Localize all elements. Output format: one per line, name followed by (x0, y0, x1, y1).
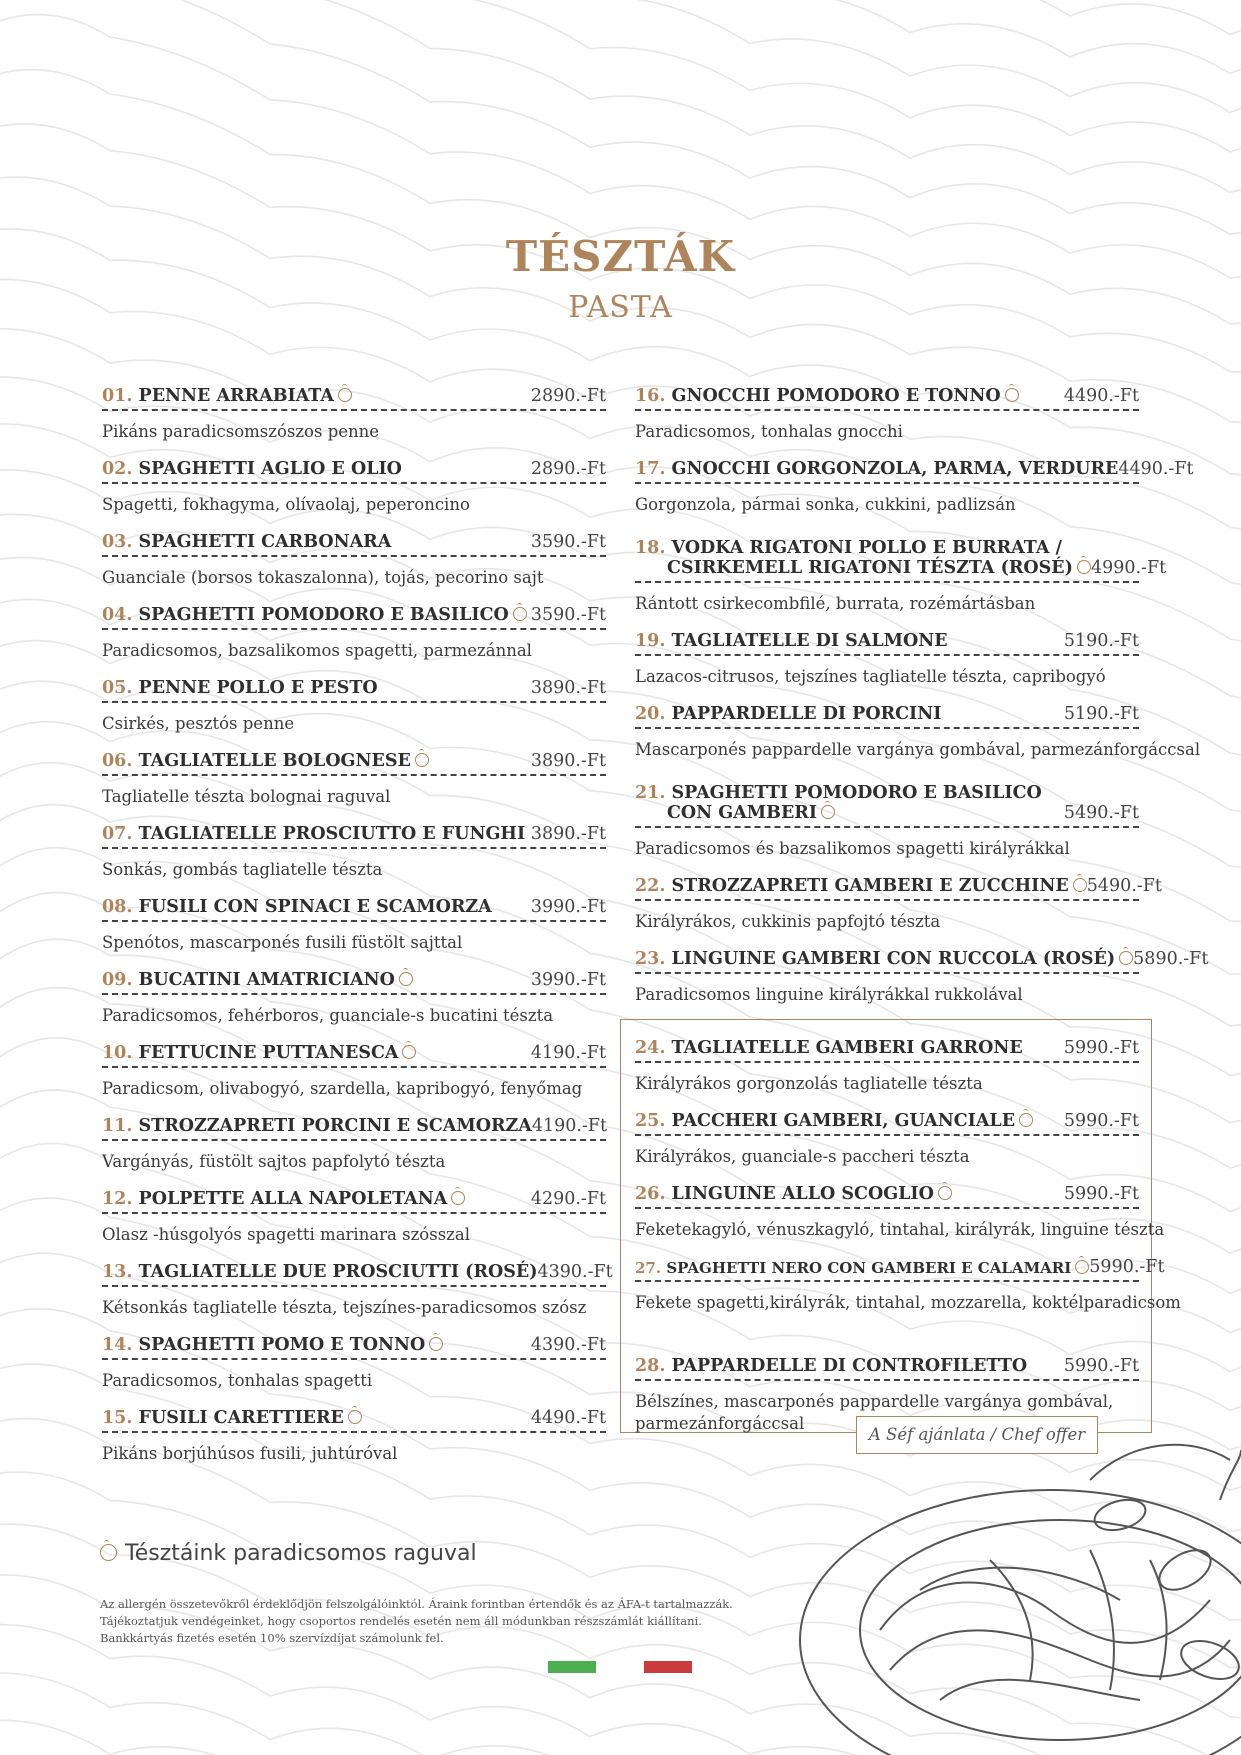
chef-offer-label: A Séf ajánlata / Chef offer (856, 1416, 1098, 1454)
menu-item-header (102, 530, 606, 557)
menu-item-number: 28. (635, 1356, 666, 1376)
menu-item-name (635, 1184, 952, 1204)
menu-item-header (102, 895, 606, 922)
menu-column-chef (635, 1036, 1181, 1433)
menu-item-name (102, 970, 413, 990)
menu-item-title: GNOCCHI POMODORO E TONNO (671, 386, 1001, 406)
menu-item-description-line: Paradicsomos, tonhalas gnocchi (635, 422, 903, 441)
menu-item-description-line: Paradicsomos, bazsalikomos spagetti, parmezánnal (102, 641, 532, 660)
menu-item-price: 5990.-Ft (1089, 1257, 1165, 1277)
menu-item-description (102, 640, 606, 662)
menu-item-header (635, 1328, 1139, 1381)
menu-item-description-line: Királyrákos, guanciale-s paccheri tészta (635, 1147, 970, 1166)
menu-item-description (102, 1370, 606, 1392)
menu-item-header (635, 629, 1139, 656)
legend (100, 1541, 477, 1566)
menu-item-name (635, 876, 1087, 896)
menu-item-price: 3990.-Ft (530, 897, 606, 917)
menu-item-number: 17. (635, 459, 666, 479)
menu-item (635, 702, 1201, 775)
menu-item-header (635, 702, 1139, 729)
menu-item-price: 3890.-Ft (530, 678, 606, 698)
menu-item-price: 4390.-Ft (537, 1262, 613, 1282)
menu-item (102, 1260, 613, 1333)
menu-item-description (102, 1151, 606, 1173)
menu-item-description-line: Feketekagyló, vénuszkagyló, tintahal, királyrák, linguine tészta (635, 1220, 1165, 1239)
menu-item-description (635, 739, 1201, 761)
page-subtitle: PASTA (568, 290, 673, 325)
menu-item-number: 12. (102, 1189, 133, 1209)
menu-column-left (102, 384, 613, 1479)
menu-item-header (635, 775, 1139, 828)
menu-item (102, 822, 606, 895)
menu-item (102, 1406, 606, 1479)
tomato-icon (513, 607, 527, 621)
tomato-icon (429, 1337, 443, 1351)
menu-item (102, 1187, 606, 1260)
tomato-icon (399, 972, 413, 986)
menu-item-name (102, 897, 492, 917)
menu-item-name (102, 678, 378, 698)
tomato-icon (1077, 560, 1091, 574)
menu-column-right (635, 384, 1209, 1020)
menu-item-name (635, 1038, 1023, 1058)
menu-item (102, 749, 606, 822)
footnote (100, 1596, 733, 1647)
menu-item-title-line2-text: CSIRKEMELL RIGATONI TÉSZTA (ROSÉ) (667, 558, 1073, 578)
menu-item-number: 18. (635, 538, 666, 558)
menu-item-description (635, 1073, 1139, 1095)
menu-item-price: 5990.-Ft (1063, 1111, 1139, 1131)
menu-item-title-line2 (635, 803, 1042, 823)
menu-item-name (102, 386, 352, 406)
menu-item-name (635, 631, 948, 651)
menu-item-header (102, 676, 606, 703)
menu-item-description-line: parmezánforgáccsal (635, 1414, 805, 1433)
menu-item-price: 5990.-Ft (1063, 1184, 1139, 1204)
menu-item-price: 3590.-Ft (530, 605, 606, 625)
menu-item-title: PENNE ARRABIATA (138, 386, 334, 406)
menu-item-number: 01. (102, 386, 133, 406)
footnote-line: Az allergén összetevőkről érdeklődjön felszolgálóinktól. Áraink forintban értendők és az ÁFA-t tartalmazzák. (100, 1597, 733, 1611)
menu-item-description (102, 567, 606, 589)
menu-item-name (102, 751, 429, 771)
menu-item-number: 19. (635, 631, 666, 651)
menu-item-description (635, 1292, 1181, 1314)
menu-item-header (102, 603, 606, 630)
menu-item-price: 4390.-Ft (530, 1335, 606, 1355)
menu-item-title: SPAGHETTI POMODORO E BASILICO (671, 783, 1042, 803)
tomato-icon (821, 805, 835, 819)
menu-item (635, 384, 1139, 457)
menu-item-description (635, 911, 1139, 933)
menu-item-description-line: Rántott csirkecombfilé, burrata, rozémártásban (635, 594, 1036, 613)
menu-item-number: 13. (102, 1262, 133, 1282)
menu-item-price: 3890.-Ft (530, 824, 606, 844)
menu-item-header (102, 1114, 606, 1141)
menu-item-number: 07. (102, 824, 133, 844)
menu-item-description-line: Pikáns borjúhúsos fusili, juhtúróval (102, 1444, 398, 1463)
tomato-icon (1005, 388, 1019, 402)
flag-red-bar (644, 1661, 692, 1673)
menu-item-number: 03. (102, 532, 133, 552)
menu-item-number: 04. (102, 605, 133, 625)
menu-item-description (635, 984, 1139, 1006)
menu-item-description-line: Fekete spagetti,királyrák, tintahal, mozzarella, koktélparadicsom (635, 1293, 1181, 1312)
menu-item-price: 5190.-Ft (1063, 631, 1139, 651)
menu-item-price: 4290.-Ft (530, 1189, 606, 1209)
menu-item-price: 4490.-Ft (530, 1408, 606, 1428)
tomato-icon (100, 1544, 117, 1561)
menu-item-description (635, 421, 1139, 443)
tomato-icon (1075, 1260, 1089, 1274)
menu-item-title: STROZZAPRETI GAMBERI E ZUCCHINE (671, 876, 1069, 896)
tomato-icon (338, 388, 352, 402)
menu-item (102, 1114, 606, 1187)
menu-item (635, 629, 1139, 702)
menu-item-description (102, 1443, 606, 1465)
menu-item-name (102, 459, 402, 479)
menu-item-price: 2890.-Ft (530, 459, 606, 479)
tomato-icon (1119, 951, 1133, 965)
menu-item-description-line: Lazacos-citrusos, tejszínes tagliatelle tészta, capribogyó (635, 667, 1106, 686)
menu-item-number: 27. (635, 1259, 662, 1277)
footnote-line: Tájékoztatjuk vendégeinket, hogy csoportos rendelés esetén nem áll módunkban részszámlát kiállítani. (100, 1614, 702, 1628)
menu-item-price: 5990.-Ft (1063, 1038, 1139, 1058)
menu-item-price: 2890.-Ft (530, 386, 606, 406)
menu-item-header (102, 968, 606, 995)
tomato-icon (1073, 878, 1087, 892)
menu-item-description-line: Kétsonkás tagliatelle tészta, tejszínes-paradicsomos szósz (102, 1298, 587, 1317)
menu-item-number: 22. (635, 876, 666, 896)
menu-item (102, 676, 606, 749)
tomato-icon (415, 753, 429, 767)
menu-item-description-line: Gorgonzola, pármai sonka, cukkini, padlizsán (635, 495, 1016, 514)
menu-item-price: 4490.-Ft (1118, 459, 1194, 479)
menu-item-header (635, 1109, 1139, 1136)
menu-item-header (102, 384, 606, 411)
menu-item (102, 895, 606, 968)
menu-item-header (635, 1182, 1139, 1209)
menu-item-description (635, 838, 1139, 860)
menu-item-description-line: Guanciale (borsos tokaszalonna), tojás, pecorino sajt (102, 568, 544, 587)
menu-item-name (102, 1043, 416, 1063)
menu-item-description-line: Pikáns paradicsomszószos penne (102, 422, 380, 441)
menu-item-description-line: Spenótos, mascarponés fusili füstölt sajttal (102, 933, 463, 952)
background-wave-line (0, 0, 1241, 268)
menu-item-title: TAGLIATELLE DI SALMONE (671, 631, 948, 651)
menu-item (635, 1255, 1181, 1328)
menu-item (102, 384, 606, 457)
menu-item-description (102, 1224, 606, 1246)
menu-item-number: 15. (102, 1408, 133, 1428)
menu-item-description-line: Mascarponés pappardelle vargánya gombával, parmezánforgáccsal (635, 740, 1201, 759)
menu-item (102, 457, 606, 530)
menu-item-title: FUSILI CON SPINACI E SCAMORZA (138, 897, 492, 917)
menu-item-number: 05. (102, 678, 133, 698)
menu-item-title: TAGLIATELLE PROSCIUTTO E FUNGHI (138, 824, 526, 844)
menu-item-title: PAPPARDELLE DI CONTROFILETTO (671, 1356, 1028, 1376)
menu-item-description (635, 1219, 1165, 1241)
menu-item-header (635, 384, 1139, 411)
menu-item-number: 24. (635, 1038, 666, 1058)
menu-item-title: TAGLIATELLE DUE PROSCIUTTI (ROSÉ) (138, 1262, 538, 1282)
menu-item-title: PACCHERI GAMBERI, GUANCIALE (671, 1111, 1016, 1131)
menu-item-name (635, 949, 1133, 969)
menu-item-description-line: Paradicsomos linguine királyrákkal rukkolával (635, 985, 1023, 1004)
menu-item-name (102, 1262, 538, 1282)
menu-item (635, 1109, 1139, 1182)
menu-item-description-line: Paradicsomos, tonhalas spagetti (102, 1371, 373, 1390)
menu-item-title: SPAGHETTI POMO E TONNO (138, 1335, 426, 1355)
menu-item-title: FUSILI CARETTIERE (138, 1408, 344, 1428)
tomato-icon (938, 1186, 952, 1200)
menu-item-title: TAGLIATELLE GAMBERI GARRONE (671, 1038, 1023, 1058)
menu-item-name (635, 459, 1118, 479)
menu-item-number: 08. (102, 897, 133, 917)
menu-item-description-line: Sonkás, gombás tagliatelle tészta (102, 860, 383, 879)
menu-item-description-line: Olasz -húsgolyós spagetti marinara szósszal (102, 1225, 470, 1244)
flag-green-bar (548, 1661, 596, 1673)
menu-item-number: 16. (635, 386, 666, 406)
menu-item-header (635, 1036, 1139, 1063)
menu-item (635, 1328, 1139, 1433)
menu-item-name (102, 1335, 443, 1355)
menu-item-price: 3890.-Ft (530, 751, 606, 771)
menu-item-description (635, 1146, 1139, 1168)
footnote-line: Bankkártyás fizetés esetén 10% szervízdíjat számolunk fel. (100, 1631, 444, 1645)
menu-item-description-line: Királyrákos, cukkinis papfojtó tészta (635, 912, 941, 931)
menu-item-description (102, 786, 606, 808)
tomato-icon (402, 1045, 416, 1059)
menu-item-header (102, 1187, 606, 1214)
legend-text: Tésztáink paradicsomos raguval (125, 1541, 477, 1566)
menu-item (102, 530, 606, 603)
menu-item (635, 947, 1209, 1020)
menu-item-name (635, 704, 941, 724)
menu-item-price: 3590.-Ft (530, 532, 606, 552)
menu-item-name (635, 783, 1042, 823)
menu-item-description-line: Paradicsomos, fehérboros, guanciale-s bucatini tészta (102, 1006, 554, 1025)
pasta-plate-sketch (790, 1440, 1241, 1755)
menu-item-name (635, 1356, 1027, 1376)
menu-item-description-line: Spagetti, fokhagyma, olívaolaj, peperoncino (102, 495, 470, 514)
tomato-icon (1019, 1113, 1033, 1127)
menu-item (635, 530, 1167, 629)
menu-item-number: 14. (102, 1335, 133, 1355)
menu-item-price: 5490.-Ft (1086, 876, 1162, 896)
menu-item-number: 26. (635, 1184, 666, 1204)
menu-item-header (635, 874, 1162, 901)
menu-item-description (102, 859, 606, 881)
menu-item-name (102, 1408, 362, 1428)
menu-item-title: PENNE POLLO E PESTO (138, 678, 378, 698)
background-wave-line (0, 0, 1241, 51)
menu-item-description (635, 494, 1139, 516)
menu-item-description (102, 932, 606, 954)
menu-item-title: FETTUCINE PUTTANESCA (138, 1043, 399, 1063)
menu-item-title: TAGLIATELLE BOLOGNESE (138, 751, 411, 771)
menu-item (635, 457, 1194, 530)
menu-item-name (102, 1116, 532, 1136)
menu-item-title: VODKA RIGATONI POLLO E BURRATA / (671, 538, 1062, 558)
menu-item (635, 1036, 1139, 1109)
menu-item-description (635, 666, 1139, 688)
menu-item-description-line: Bélszínes, mascarponés pappardelle vargánya gombával, (635, 1392, 1114, 1411)
menu-item-number: 02. (102, 459, 133, 479)
menu-item-description (102, 1297, 606, 1319)
menu-item (102, 603, 606, 676)
menu-item-title: BUCATINI AMATRICIANO (138, 970, 395, 990)
menu-item (635, 1182, 1165, 1255)
menu-item-description (635, 593, 1139, 615)
menu-item-number: 25. (635, 1111, 666, 1131)
menu-item-name (102, 1189, 465, 1209)
menu-item-header (635, 1255, 1165, 1282)
menu-item-header (102, 457, 606, 484)
menu-item-number: 09. (102, 970, 133, 990)
menu-item-header (102, 749, 606, 776)
menu-item-title: GNOCCHI GORGONZOLA, PARMA, VERDURE (671, 459, 1119, 479)
menu-item-price: 4190.-Ft (531, 1116, 608, 1136)
menu-item-description-line: Paradicsom, olivabogyó, szardella, kapribogyó, fenyőmag (102, 1079, 583, 1098)
menu-item-description-line: Királyrákos gorgonzolás tagliatelle tészta (635, 1074, 983, 1093)
menu-item-description (102, 713, 606, 735)
menu-item-header (635, 457, 1194, 484)
menu-item-name (102, 824, 525, 844)
menu-item-description-line: Tagliatelle tészta bolognai raguval (102, 787, 391, 806)
tomato-icon (348, 1410, 362, 1424)
menu-item-header (102, 822, 606, 849)
menu-item-price: 5890.-Ft (1133, 949, 1209, 969)
menu-item-name (635, 1111, 1033, 1131)
menu-item-price: 5190.-Ft (1063, 704, 1139, 724)
menu-item-description-line: Csirkés, pesztós penne (102, 714, 295, 733)
menu-item (102, 1041, 606, 1114)
menu-item-description (102, 421, 606, 443)
menu-item (102, 1333, 606, 1406)
page-title: TÉSZTÁK (505, 232, 736, 281)
menu-item-header (102, 1260, 613, 1287)
menu-item-title: PAPPARDELLE DI PORCINI (671, 704, 942, 724)
menu-item-number: 11. (102, 1116, 133, 1136)
menu-item-description-line: Paradicsomos és bazsalikomos spagetti királyrákkal (635, 839, 1070, 858)
menu-item (102, 968, 606, 1041)
menu-item-title: LINGUINE ALLO SCOGLIO (671, 1184, 934, 1204)
menu-item-description (102, 494, 606, 516)
menu-item-name (635, 538, 1091, 578)
menu-item-header (102, 1333, 606, 1360)
menu-item-title: LINGUINE GAMBERI CON RUCCOLA (ROSÉ) (671, 949, 1116, 969)
menu-item-price: 5490.-Ft (1063, 803, 1139, 823)
menu-item-title: SPAGHETTI NERO CON GAMBERI E CALAMARI (666, 1259, 1072, 1277)
tomato-icon (451, 1191, 465, 1205)
menu-item-description (102, 1005, 606, 1027)
menu-item-header (635, 530, 1167, 583)
menu-item-price: 4990.-Ft (1090, 558, 1167, 578)
menu-item-number: 20. (635, 704, 666, 724)
menu-item-title: SPAGHETTI POMODORO E BASILICO (138, 605, 509, 625)
menu-item-title-line2-text: CON GAMBERI (667, 803, 818, 823)
menu-item-header (102, 1041, 606, 1068)
menu-item-name (635, 1259, 1089, 1277)
menu-item-title-line2 (635, 558, 1091, 578)
menu-item-price: 3990.-Ft (530, 970, 606, 990)
menu-item-number: 06. (102, 751, 133, 771)
menu-item-header (635, 947, 1209, 974)
menu-item-price: 5990.-Ft (1063, 1356, 1139, 1376)
menu-item-title: SPAGHETTI CARBONARA (138, 532, 392, 552)
menu-item-description (102, 1078, 606, 1100)
menu-item-number: 21. (635, 783, 666, 803)
menu-item-price: 4490.-Ft (1063, 386, 1139, 406)
menu-item-title: SPAGHETTI AGLIO E OLIO (138, 459, 402, 479)
menu-item-name (102, 605, 527, 625)
background-wave-line (0, 0, 1241, 91)
menu-item (635, 775, 1139, 874)
menu-item-number: 23. (635, 949, 666, 969)
menu-item-description-line: Vargányás, füstölt sajtos papfolytó tészta (102, 1152, 446, 1171)
menu-item (635, 874, 1162, 947)
menu-item-number: 10. (102, 1043, 133, 1063)
menu-item-header (102, 1406, 606, 1433)
menu-item-title: STROZZAPRETI PORCINI E SCAMORZA (138, 1116, 532, 1136)
menu-item-price: 4190.-Ft (530, 1043, 606, 1063)
menu-item-title: POLPETTE ALLA NAPOLETANA (138, 1189, 448, 1209)
menu-item-name (102, 532, 391, 552)
menu-item-name (635, 386, 1019, 406)
